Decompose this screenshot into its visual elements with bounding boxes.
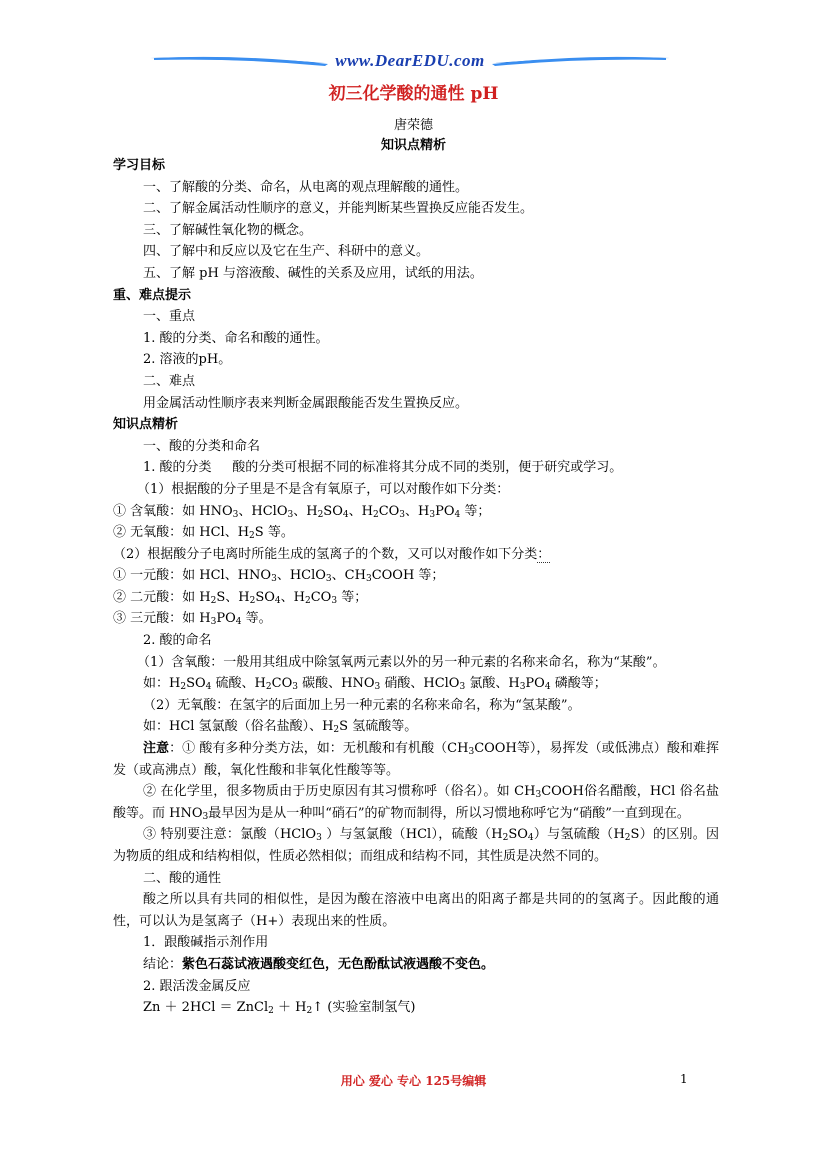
subsection-heading: 一、重点	[143, 309, 196, 325]
subsection-heading: 二、难点	[143, 373, 196, 389]
formula-line: ② 无氧酸：如 HCl、$H_2S$ 等。	[113, 525, 294, 542]
formula-line: 如：$H_2SO_4$ 硫酸、$H_2CO_3$ 碳酸、$HNO_3$ 硝酸、HClO$_3$ 氯酸、$H_3PO_4$ 磷酸等；	[143, 676, 607, 693]
list-item: 1. 酸的分类、命名和酸的通性。	[143, 330, 329, 346]
objective-item: 二、了解金属活动性顺序的意义，并能判断某些置换反应能否发生。	[143, 201, 534, 217]
formula-line: ① 一元酸：如 HCl、$HNO_3$、HClO$_3$、$CH_3COOH$ 等；	[113, 568, 445, 585]
paragraph: 用金属活动性顺序表来判断金属跟酸能否发生置换反应。	[143, 395, 469, 411]
footer-text: 用心 爱心 专心 125号编辑	[340, 1074, 487, 1088]
objective-item: 四、了解中和反应以及它在生产、科研中的意义。	[143, 244, 430, 260]
paragraph: （1）根据酸的分子里是不是含有氧原子，可以对酸作如下分类：	[137, 481, 510, 497]
document-body	[113, 155, 719, 1019]
paragraph: 酸之所以具有共同的相似性，是因为酸在溶液中电离出的阳离子都是共同的的氢离子。因此酸的通性，可以认为是氢离子（H+）表现出来的性质。	[113, 892, 719, 929]
subsection-heading: 一、酸的分类和命名	[143, 438, 261, 454]
section-heading: 学习目标	[113, 158, 166, 173]
formula-line: ② 二元酸：如 $H_2S$、$H_2SO_4$、$H_2CO_3$ 等；	[113, 589, 368, 606]
list-item: 2. 溶液的pH。	[143, 352, 232, 368]
document-subtitle: 知识点精析	[380, 138, 446, 153]
author: 唐荣德	[393, 118, 433, 133]
page-number: 1	[680, 1072, 688, 1086]
subsection-heading: 1．跟酸碱指示剂作用	[143, 935, 269, 951]
objective-item: 一、了解酸的分类、命名，从电离的观点理解酸的通性。	[143, 179, 469, 195]
conclusion: 结论：紫色石蕊试液遇酸变红色，无色酚酞试液遇酸不变色。	[143, 956, 495, 972]
note-paragraph: ③ 特别要注意：氯酸（HClO$_3$ ）与氢氯酸（HCl），硫酸$(H_2SO_4)$与氢硫酸$(H_2S)$的区别。因为物质的组成和结构相似，性质必然相似；而组成和结构不同，其性质是决然不同的。	[113, 827, 719, 864]
paragraph: 1. 酸的分类 酸的分类可根据不同的标准将其分成不同的类别，便于研究或学习。	[143, 460, 623, 476]
site-url: www.DearEDU.com	[335, 51, 485, 70]
note-paragraph: ② 在化学里，很多物质由于历史原因有其习惯称呼（俗名）。如 $CH_3COOH$俗名醋酸，HCl 俗名盐酸等。而 $HNO_3$最早因为是从一种叫“硝石”的矿物而制得，所以习惯地称呼它为“硝酸”一直到现在。	[113, 784, 720, 822]
subsection-heading: 2. 酸的命名	[143, 633, 212, 649]
site-banner	[150, 48, 670, 76]
equation: Zn ＋ 2HCl ＝ ZnCl$_2$ ＋ $H_2↑$ (实验室制氢气)	[143, 1000, 416, 1017]
note-paragraph: 注意：① 酸有多种分类方法，如：无机酸和有机酸（$CH_3COOH$等），易挥发（或低沸点）酸和难挥发（或高沸点）酸，氧化性酸和非氧化性酸等等。	[113, 741, 719, 778]
paragraph: （2）无氧酸：在氢字的后面加上另一种元素的名称来命名，称为“氢某酸”。	[143, 697, 581, 713]
formula-line: 如：HCl 氢氯酸（俗名盐酸）、$H_2S$ 氢硫酸等。	[143, 719, 418, 736]
paragraph: （1）含氧酸：一般用其组成中除氢氧两元素以外的另一种元素的名称来命名，称为“某酸”。	[137, 654, 666, 670]
subsection-heading: 二、酸的通性	[143, 870, 222, 886]
section-heading: 重、难点提示	[113, 287, 192, 303]
formula-line: ③ 三元酸：如 $H_3PO_4$ 等。	[113, 611, 272, 628]
subsection-heading: 2. 跟活泼金属反应	[143, 978, 251, 994]
objective-item: 三、了解碱性氧化物的概念。	[143, 222, 313, 238]
formula-line: ① 含氧酸：如 $HNO_3$、HClO$_3$、$H_2SO_4$、$H_2CO_3$、$H_3PO_4$ 等；	[113, 503, 491, 520]
document-title: 初三化学酸的通性 pH	[328, 84, 499, 104]
objective-item: 五、了解 pH 与溶液酸、碱性的关系及应用，试纸的用法。	[143, 265, 483, 281]
section-heading: 知识点精析	[113, 417, 179, 433]
paragraph: （2）根据酸分子电离时所能生成的氢离子的个数，又可以对酸作如下分类：	[113, 546, 551, 562]
